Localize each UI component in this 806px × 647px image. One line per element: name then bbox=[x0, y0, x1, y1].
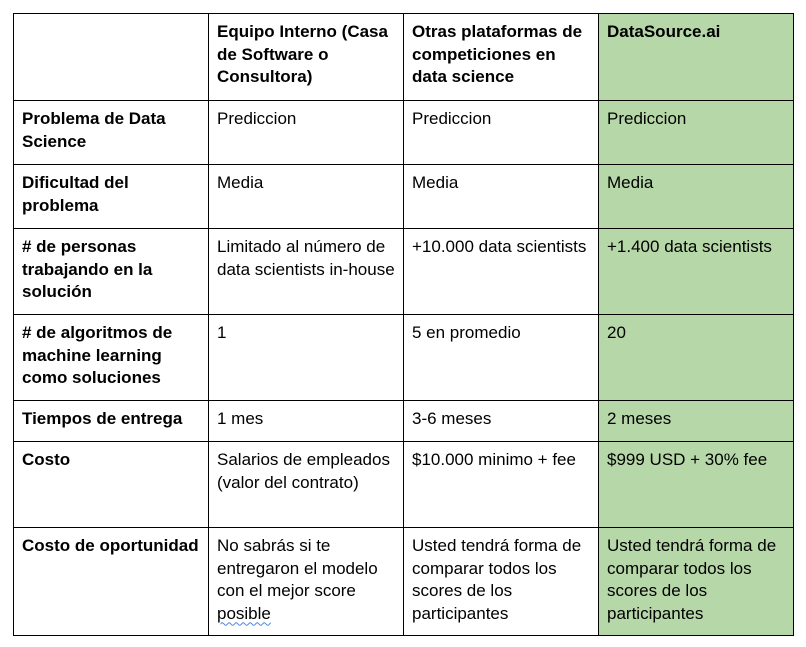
table-cell[interactable]: +10.000 data scientists bbox=[404, 229, 599, 315]
table-row bbox=[14, 528, 794, 636]
table-row bbox=[14, 442, 794, 528]
table-cell[interactable]: 5 en promedio bbox=[404, 315, 599, 401]
header-cell-blank[interactable] bbox=[14, 14, 209, 101]
row-label-personas[interactable]: # de personas trabajando en la solución bbox=[14, 229, 209, 315]
row-label-dificultad[interactable]: Dificultad del problema bbox=[14, 165, 209, 229]
table-cell[interactable]: Media bbox=[404, 165, 599, 229]
row-label-problema[interactable]: Problema de Data Science bbox=[14, 101, 209, 165]
table-cell-highlighted[interactable]: Prediccion bbox=[599, 101, 794, 165]
table-cell[interactable]: 1 mes bbox=[209, 401, 404, 442]
table-cell[interactable]: Limitado al número de data scientists in-house bbox=[209, 229, 404, 315]
table-cell-highlighted[interactable]: Usted tendrá forma de comparar todos los scores de los participantes bbox=[599, 528, 794, 636]
table-cell[interactable]: 1 bbox=[209, 315, 404, 401]
table-cell-highlighted[interactable]: 2 meses bbox=[599, 401, 794, 442]
table-cell[interactable]: Prediccion bbox=[209, 101, 404, 165]
table-cell[interactable]: 3-6 meses bbox=[404, 401, 599, 442]
table-cell-highlighted[interactable]: Media bbox=[599, 165, 794, 229]
table-cell[interactable]: Usted tendrá forma de comparar todos los scores de los participantes bbox=[404, 528, 599, 636]
cell-text: No sabrás si te entregaron el modelo con el mejor score bbox=[217, 536, 378, 600]
comparison-table bbox=[13, 13, 794, 636]
table-cell[interactable]: $10.000 minimo + fee bbox=[404, 442, 599, 528]
row-label-costo-oportunidad[interactable]: Costo de oportunidad bbox=[14, 528, 209, 636]
table-cell-highlighted[interactable]: 20 bbox=[599, 315, 794, 401]
spellcheck-flagged-word[interactable]: posible bbox=[217, 603, 271, 623]
row-label-tiempos[interactable]: Tiempos de entrega bbox=[14, 401, 209, 442]
table-cell[interactable] bbox=[209, 528, 404, 636]
table-cell[interactable]: Prediccion bbox=[404, 101, 599, 165]
row-label-algoritmos[interactable]: # de algoritmos de machine learning como soluciones bbox=[14, 315, 209, 401]
header-cell-datasource[interactable]: DataSource.ai bbox=[599, 14, 794, 101]
table-cell[interactable]: Media bbox=[209, 165, 404, 229]
table-row bbox=[14, 229, 794, 315]
table-cell-highlighted[interactable]: +1.400 data scientists bbox=[599, 229, 794, 315]
header-row bbox=[14, 14, 794, 101]
table-row bbox=[14, 315, 794, 401]
table-row bbox=[14, 101, 794, 165]
row-label-costo[interactable]: Costo bbox=[14, 442, 209, 528]
header-cell-otras-plataformas[interactable]: Otras plataformas de competiciones en data science bbox=[404, 14, 599, 101]
table-row bbox=[14, 165, 794, 229]
header-cell-equipo-interno[interactable]: Equipo Interno (Casa de Software o Consultora) bbox=[209, 14, 404, 101]
table-cell-highlighted[interactable]: $999 USD + 30% fee bbox=[599, 442, 794, 528]
table-row bbox=[14, 401, 794, 442]
table-cell[interactable]: Salarios de empleados (valor del contrato) bbox=[209, 442, 404, 528]
